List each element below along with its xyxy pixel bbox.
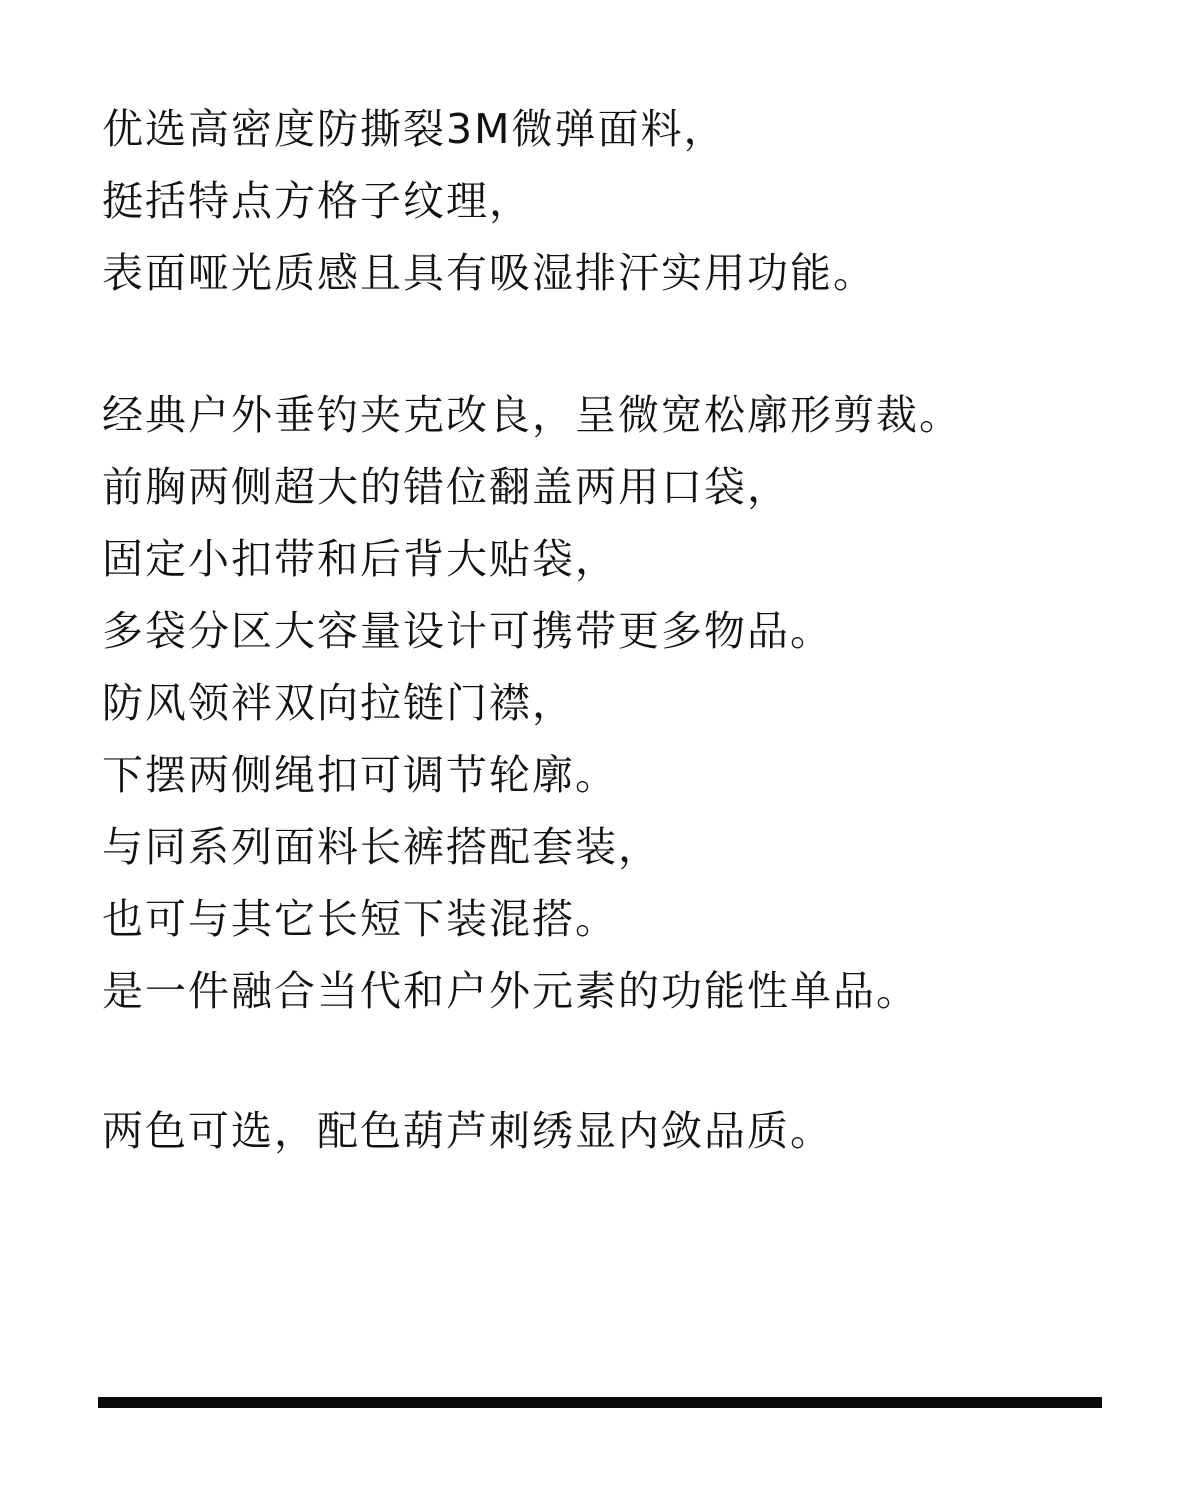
text-line: 也可与其它长短下装混搭。: [102, 895, 618, 943]
text-line: 前胸两侧超大的错位翻盖两用口袋，: [102, 463, 790, 511]
text-line: 与同系列面料长裤搭配套装，: [102, 823, 661, 871]
text-line: 表面哑光质感且具有吸湿排汗实用功能。: [102, 249, 876, 297]
text-line: 下摆两侧绳扣可调节轮廓。: [102, 751, 618, 799]
text-line: 挺括特点方格子纹理，: [102, 177, 532, 225]
text-line: 防风领袢双向拉链门襟，: [102, 679, 575, 727]
text-line: 优选高密度防撕裂3M微弹面料，: [102, 105, 727, 153]
divider-bar: [98, 1397, 1102, 1408]
description-paragraph-design: [102, 379, 962, 1027]
text-line: 固定小扣带和后背大贴袋，: [102, 535, 618, 583]
text-line: 是一件融合当代和户外元素的功能性单品。: [102, 967, 919, 1015]
text-line: 经典户外垂钓夹克改良，呈微宽松廓形剪裁。: [102, 391, 962, 439]
description-paragraph-colors: [102, 1095, 833, 1167]
text-line: 两色可选，配色葫芦刺绣显内敛品质。: [102, 1107, 833, 1155]
description-paragraph-fabric: [102, 93, 876, 309]
text-line: 多袋分区大容量设计可携带更多物品。: [102, 607, 833, 655]
